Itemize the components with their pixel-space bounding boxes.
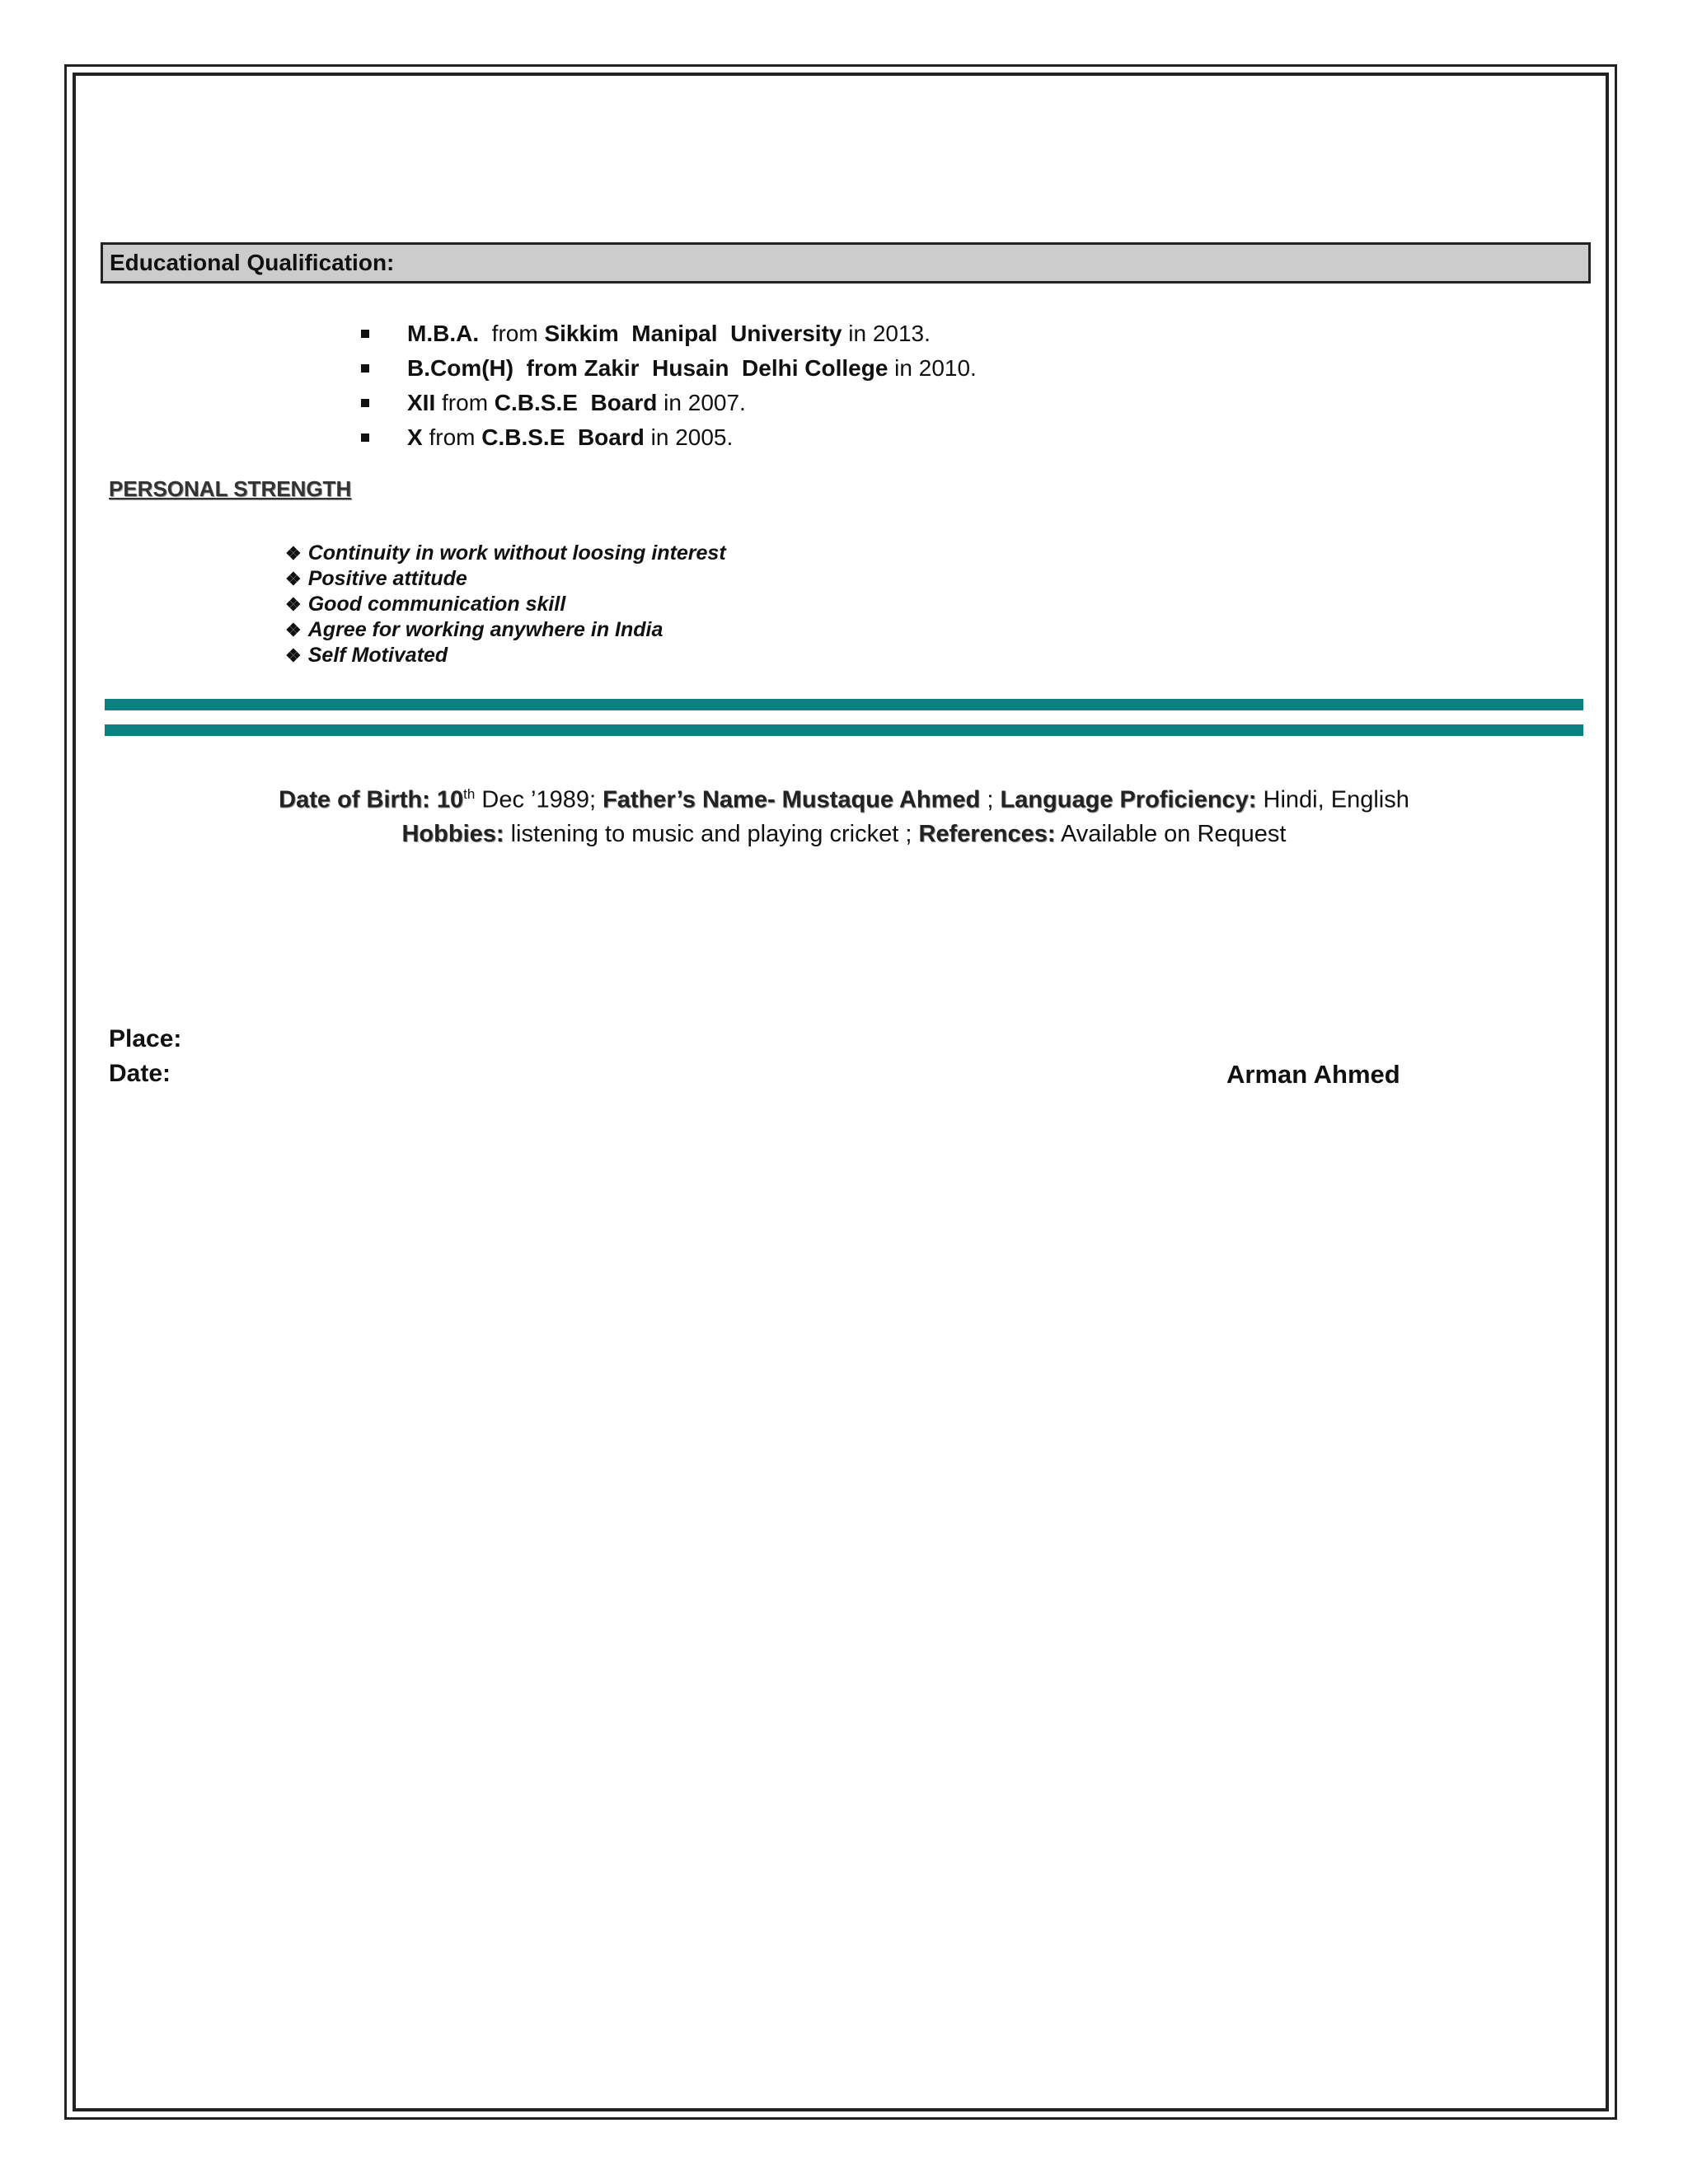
diamond-bullet-icon: ❖	[285, 645, 302, 666]
dob-label: Date of Birth: 10	[279, 786, 464, 813]
separator: ;	[980, 786, 1001, 813]
year-text: in 2005.	[644, 424, 734, 450]
institution: C.B.S.E Board	[481, 424, 645, 450]
degree-institution: B.Com(H) from Zakir Husain Delhi College	[407, 355, 889, 381]
divider-bar-top	[105, 699, 1583, 710]
divider-bar-bottom	[105, 724, 1583, 736]
strength-text: Good communication skill	[307, 593, 566, 616]
institution: Sikkim Manipal University	[544, 321, 842, 346]
institution: C.B.S.E Board	[494, 390, 658, 415]
hobbies-value: listening to music and playing cricket ;	[504, 821, 919, 847]
signature-name: Arman Ahmed	[1226, 1060, 1400, 1089]
diamond-bullet-icon: ❖	[285, 543, 302, 564]
strength-item	[285, 617, 726, 643]
education-list	[354, 316, 977, 455]
strength-text: Self Motivated	[307, 644, 448, 667]
references-value: Available on Request	[1055, 821, 1287, 847]
strength-item	[285, 566, 726, 592]
strength-text: Agree for working anywhere in India	[307, 618, 663, 641]
dob-value: Dec ’1989;	[475, 786, 603, 813]
year-text: in 2007.	[657, 390, 746, 415]
dob-suffix: th	[463, 786, 476, 802]
place-label: Place:	[109, 1025, 182, 1052]
education-item-x	[354, 420, 977, 455]
year-text: in 2013.	[842, 321, 931, 346]
education-item-bcom	[354, 351, 977, 386]
education-header: Educational Qualification:	[101, 242, 1591, 284]
year-text: in 2010.	[888, 355, 977, 381]
strength-item	[285, 541, 726, 566]
hobbies-label: Hobbies:	[401, 821, 504, 847]
father-name: Father’s Name- Mustaque Ahmed	[603, 786, 981, 813]
strength-item	[285, 592, 726, 617]
education-item-mba	[354, 316, 977, 351]
references-label: References:	[918, 821, 1056, 847]
strength-text: Continuity in work without loosing interest	[307, 541, 726, 565]
personal-info-line-2	[0, 821, 1688, 848]
strength-item	[285, 643, 726, 668]
strength-list	[285, 541, 726, 668]
degree: X	[407, 424, 423, 450]
degree: XII	[407, 390, 436, 415]
education-item-xii	[354, 386, 977, 420]
diamond-bullet-icon: ❖	[285, 594, 302, 615]
strength-text: Positive attitude	[307, 567, 467, 590]
personal-strength-title: PERSONAL STRENGTH	[109, 476, 352, 501]
diamond-bullet-icon: ❖	[285, 569, 302, 589]
language-label: Language Proficiency:	[1000, 786, 1257, 813]
date-label: Date:	[109, 1060, 171, 1087]
from-text: from	[479, 321, 545, 346]
language-value: Hindi, English	[1256, 786, 1409, 813]
from-text: from	[422, 424, 482, 450]
diamond-bullet-icon: ❖	[285, 620, 302, 640]
personal-info-line-1	[0, 786, 1688, 814]
degree: M.B.A.	[407, 321, 480, 346]
from-text: from	[435, 390, 495, 415]
